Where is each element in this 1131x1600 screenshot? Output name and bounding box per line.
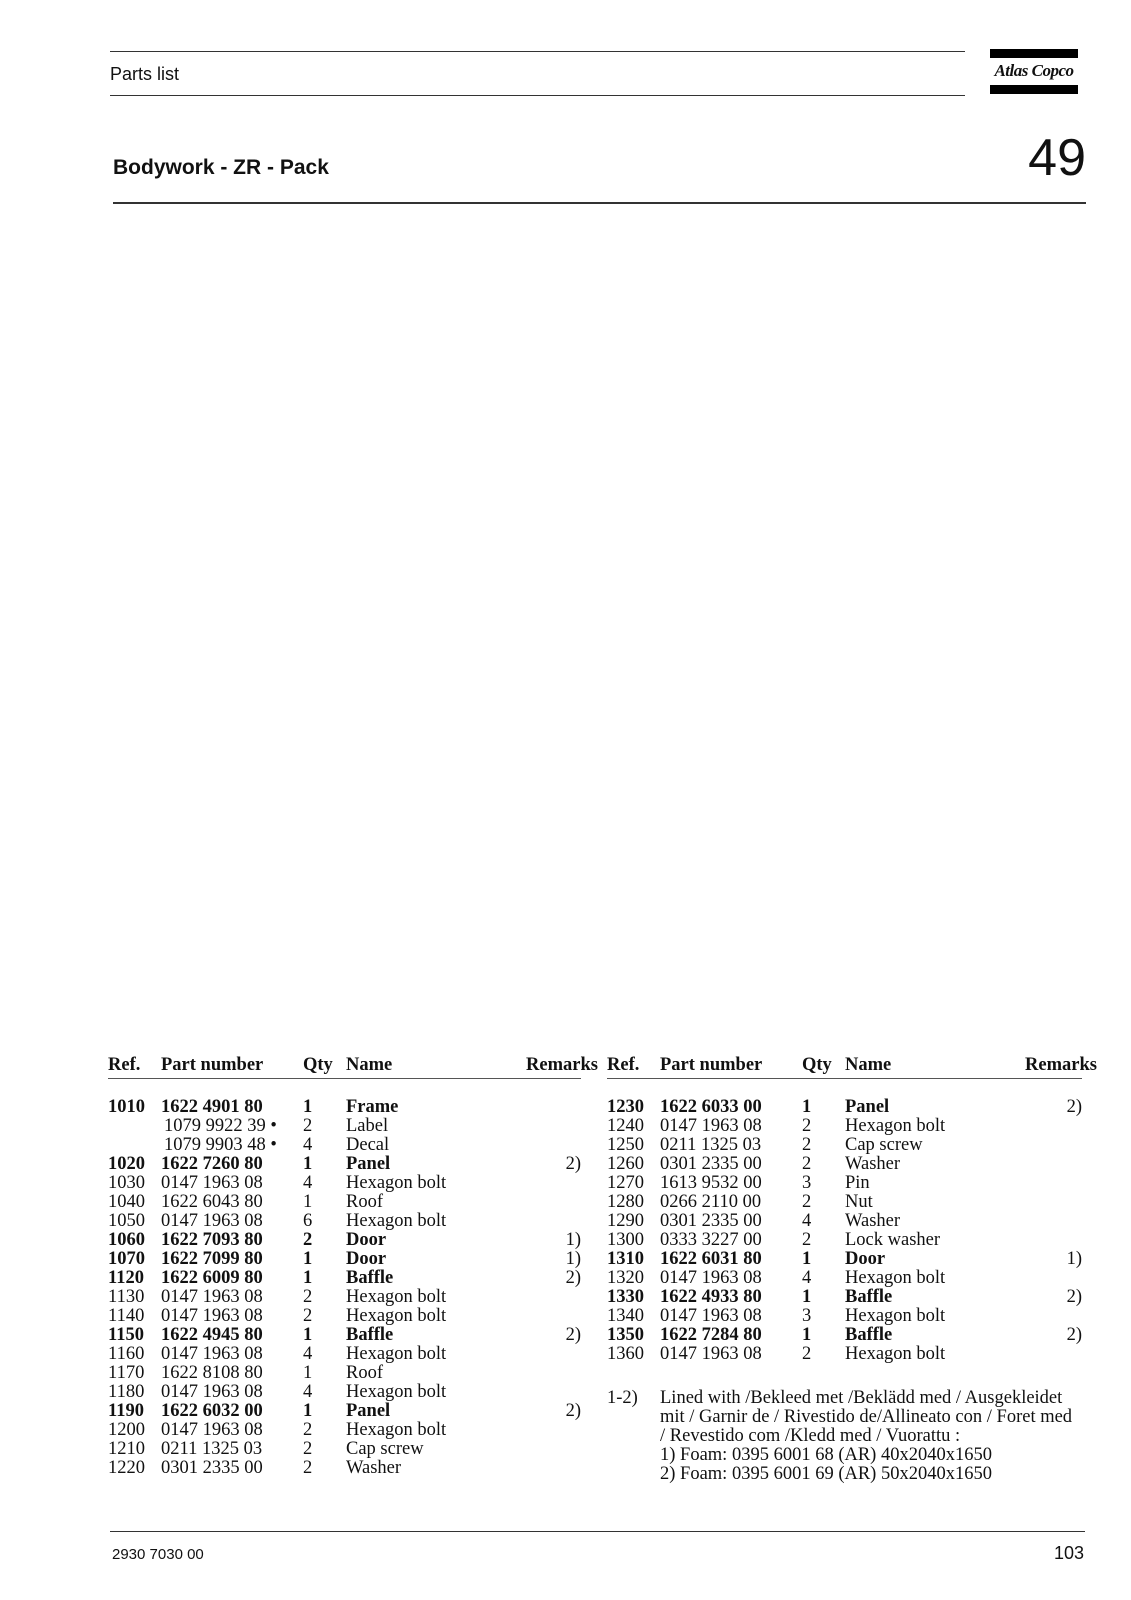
part-number-cell: 0333 3227 00 xyxy=(660,1230,762,1250)
name-cell: Panel xyxy=(346,1401,391,1421)
remarks-cell: 2) xyxy=(1066,1325,1082,1345)
name-cell: Cap screw xyxy=(346,1439,424,1459)
name-cell: Washer xyxy=(845,1154,901,1174)
ref-cell: 1010 xyxy=(108,1097,145,1117)
section-title: Bodywork - ZR - Pack xyxy=(113,156,329,179)
part-number-cell: 0301 2335 00 xyxy=(161,1458,263,1478)
ref-cell: 1230 xyxy=(607,1097,644,1117)
remarks-cell xyxy=(1025,1307,1082,1326)
name-cell: Hexagon bolt xyxy=(346,1382,447,1402)
ref-cell: 1170 xyxy=(108,1363,145,1383)
table-row xyxy=(607,1117,1082,1136)
ref-cell: 1130 xyxy=(108,1287,145,1307)
part-number-cell: 1079 9903 48 • xyxy=(164,1135,277,1155)
qty-cell: 2 xyxy=(802,1192,812,1212)
part-number-cell: 1613 9532 00 xyxy=(660,1173,762,1193)
parts-table-left xyxy=(108,1053,598,1478)
qty-cell: 2 xyxy=(303,1116,313,1136)
part-number-cell: 0147 1963 08 xyxy=(161,1173,263,1193)
remarks-cell xyxy=(526,1440,581,1459)
table-row xyxy=(108,1193,581,1212)
parts-table-left-body xyxy=(108,1079,581,1479)
qty-cell: 2 xyxy=(802,1344,812,1364)
header-top-rule xyxy=(110,51,965,52)
remarks-cell xyxy=(1025,1212,1082,1231)
name-cell: Door xyxy=(346,1249,387,1269)
part-number-cell: 1622 6009 80 xyxy=(161,1268,263,1288)
table-row xyxy=(607,1231,1082,1250)
remarks-cell xyxy=(526,1212,581,1231)
header-qty: Qty xyxy=(303,1053,346,1079)
table-row xyxy=(108,1402,581,1421)
remarks-cell xyxy=(526,1288,581,1307)
part-number-cell: 1622 4901 80 xyxy=(161,1097,263,1117)
table-row xyxy=(108,1307,581,1326)
ref-cell: 1060 xyxy=(108,1230,145,1250)
header-bottom-rule xyxy=(110,95,965,96)
name-cell: Washer xyxy=(845,1211,901,1231)
table-row xyxy=(108,1136,581,1155)
remarks-cell: 2) xyxy=(565,1268,581,1288)
remarks-cell xyxy=(1025,1193,1082,1212)
part-number-cell: 1622 7260 80 xyxy=(161,1154,263,1174)
part-number-cell: 0147 1963 08 xyxy=(161,1420,263,1440)
name-cell: Baffle xyxy=(845,1325,893,1345)
part-number-cell: 1622 7093 80 xyxy=(161,1230,263,1250)
name-cell: Panel xyxy=(845,1097,890,1117)
remarks-cell xyxy=(526,1383,581,1402)
qty-cell: 2 xyxy=(802,1230,812,1250)
name-cell: Baffle xyxy=(845,1287,893,1307)
qty-cell: 1 xyxy=(303,1192,313,1212)
part-number-cell: 0301 2335 00 xyxy=(660,1154,762,1174)
part-number-cell: 0147 1963 08 xyxy=(161,1306,263,1326)
header-part-number: Part number xyxy=(161,1053,303,1079)
ref-cell: 1150 xyxy=(108,1325,144,1345)
table-row xyxy=(607,1307,1082,1326)
ref-cell: 1020 xyxy=(108,1154,145,1174)
table-row xyxy=(108,1155,581,1174)
remarks-cell: 2) xyxy=(1066,1287,1082,1307)
header-ref: Ref. xyxy=(108,1053,161,1079)
table-header-row xyxy=(607,1053,1082,1079)
footer-rule xyxy=(110,1531,1085,1532)
header-name: Name xyxy=(845,1053,1025,1079)
ref-cell: 1160 xyxy=(108,1344,145,1364)
part-number-cell: 0147 1963 08 xyxy=(660,1344,762,1364)
qty-cell: 6 xyxy=(303,1211,313,1231)
qty-cell: 1 xyxy=(303,1401,313,1421)
ref-cell: 1290 xyxy=(607,1211,644,1231)
qty-cell: 1 xyxy=(303,1363,313,1383)
notes-line: / Revestido com /Kledd med / Vuorattu : xyxy=(660,1426,961,1446)
qty-cell: 3 xyxy=(802,1173,812,1193)
part-number-cell: 1622 6033 00 xyxy=(660,1097,762,1117)
ref-cell: 1070 xyxy=(108,1249,145,1269)
notes-ref: 1-2) xyxy=(607,1388,638,1408)
remarks-cell xyxy=(526,1193,581,1212)
qty-cell: 4 xyxy=(303,1382,313,1402)
ref-cell: 1300 xyxy=(607,1230,644,1250)
qty-cell: 3 xyxy=(802,1306,812,1326)
remarks-cell: 2) xyxy=(565,1325,581,1345)
ref-cell: 1360 xyxy=(607,1344,644,1364)
name-cell: Baffle xyxy=(346,1268,394,1288)
qty-cell: 1 xyxy=(303,1097,313,1117)
qty-cell: 4 xyxy=(802,1211,812,1231)
ref-cell: 1320 xyxy=(607,1268,644,1288)
table-row xyxy=(607,1288,1082,1307)
ref-cell: 1120 xyxy=(108,1268,144,1288)
notes-text xyxy=(660,1389,1090,1484)
name-cell: Washer xyxy=(346,1458,402,1478)
part-number-cell: 0147 1963 08 xyxy=(660,1116,762,1136)
header-part-number: Part number xyxy=(660,1053,802,1079)
table-row xyxy=(607,1326,1082,1345)
table-row xyxy=(108,1440,581,1459)
remarks-cell: 2) xyxy=(565,1154,581,1174)
table-row xyxy=(108,1345,581,1364)
qty-cell: 2 xyxy=(303,1230,313,1250)
qty-cell: 2 xyxy=(303,1458,313,1478)
remarks-cell xyxy=(526,1345,581,1364)
remarks-cell xyxy=(1025,1117,1082,1136)
ref-cell: 1280 xyxy=(607,1192,644,1212)
part-number-cell: 1622 6043 80 xyxy=(161,1192,263,1212)
notes-line: mit / Garnir de / Rivestido de/Allineato con / Foret med xyxy=(660,1407,1073,1427)
name-cell: Hexagon bolt xyxy=(346,1173,447,1193)
table-row xyxy=(607,1155,1082,1174)
remarks-cell: 1) xyxy=(1066,1249,1082,1269)
part-number-cell: 0147 1963 08 xyxy=(161,1287,263,1307)
ref-cell: 1220 xyxy=(108,1458,145,1478)
part-number-cell: 1622 4933 80 xyxy=(660,1287,762,1307)
qty-cell: 2 xyxy=(303,1287,313,1307)
table-row xyxy=(108,1459,581,1478)
name-cell: Pin xyxy=(845,1173,870,1193)
remarks-cell xyxy=(1025,1269,1082,1288)
remarks-cell xyxy=(1025,1345,1082,1364)
notes-line: 2) Foam: 0395 6001 69 (AR) 50x2040x1650 xyxy=(660,1464,992,1484)
table-row xyxy=(108,1117,581,1136)
part-number-cell: 1622 8108 80 xyxy=(161,1363,263,1383)
logo-bar-top xyxy=(990,49,1078,58)
part-number-cell: 1622 7099 80 xyxy=(161,1249,263,1269)
remarks-cell xyxy=(526,1136,581,1155)
parts-table-right xyxy=(607,1053,1097,1364)
name-cell: Hexagon bolt xyxy=(346,1344,447,1364)
name-cell: Baffle xyxy=(346,1325,394,1345)
page-number: 103 xyxy=(1053,1543,1084,1563)
parts-table-right-body xyxy=(607,1079,1082,1365)
table-row xyxy=(607,1174,1082,1193)
qty-cell: 4 xyxy=(802,1268,812,1288)
remarks-cell xyxy=(526,1174,581,1193)
ref-cell xyxy=(108,1136,161,1155)
table-header-row xyxy=(108,1053,581,1079)
table-row xyxy=(108,1250,581,1269)
ref-cell: 1190 xyxy=(108,1401,144,1421)
ref-cell: 1340 xyxy=(607,1306,644,1326)
part-number-cell: 1622 7284 80 xyxy=(660,1325,762,1345)
part-number-cell: 0147 1963 08 xyxy=(161,1211,263,1231)
section-number: 49 xyxy=(1028,129,1086,187)
table-row xyxy=(607,1098,1082,1117)
table-row xyxy=(108,1174,581,1193)
name-cell: Nut xyxy=(845,1192,873,1212)
logo-bar-bottom xyxy=(990,85,1078,94)
table-row xyxy=(108,1421,581,1440)
remarks-cell xyxy=(1025,1231,1082,1250)
name-cell: Decal xyxy=(346,1135,390,1155)
ref-cell: 1260 xyxy=(607,1154,644,1174)
remarks-cell xyxy=(526,1364,581,1383)
table-row xyxy=(108,1288,581,1307)
part-number-cell: 0147 1963 08 xyxy=(660,1306,762,1326)
table-spacer-row xyxy=(607,1079,1082,1099)
table-spacer-row xyxy=(108,1079,581,1099)
table-row xyxy=(108,1098,581,1117)
qty-cell: 4 xyxy=(303,1344,313,1364)
header-remarks: Remarks xyxy=(1025,1053,1082,1079)
table-row xyxy=(108,1326,581,1345)
title-rule xyxy=(113,202,1086,204)
name-cell: Panel xyxy=(346,1154,391,1174)
remarks-cell xyxy=(526,1098,581,1117)
name-cell: Hexagon bolt xyxy=(845,1116,946,1136)
notes-line: Lined with /Bekleed met /Beklädd med / Ausgekleidet xyxy=(660,1388,1063,1408)
header-name: Name xyxy=(346,1053,526,1079)
table-row xyxy=(108,1364,581,1383)
ref-cell: 1330 xyxy=(607,1287,644,1307)
ref-cell: 1200 xyxy=(108,1420,145,1440)
ref-cell: 1210 xyxy=(108,1439,145,1459)
ref-cell: 1140 xyxy=(108,1306,145,1326)
name-cell: Roof xyxy=(346,1363,383,1383)
name-cell: Door xyxy=(845,1249,886,1269)
remarks-cell: 2) xyxy=(565,1401,581,1421)
name-cell: Hexagon bolt xyxy=(845,1344,946,1364)
table-row xyxy=(108,1269,581,1288)
name-cell: Frame xyxy=(346,1097,399,1117)
qty-cell: 1 xyxy=(303,1268,313,1288)
name-cell: Label xyxy=(346,1116,389,1136)
qty-cell: 1 xyxy=(303,1154,313,1174)
part-number-cell: 1622 6032 00 xyxy=(161,1401,263,1421)
atlas-copco-logo xyxy=(990,49,1078,94)
table-row xyxy=(108,1383,581,1402)
remarks-cell xyxy=(526,1117,581,1136)
ref-cell: 1040 xyxy=(108,1192,145,1212)
remarks-cell xyxy=(1025,1174,1082,1193)
running-head: Parts list xyxy=(110,64,180,84)
ref-cell: 1050 xyxy=(108,1211,145,1231)
ref-cell: 1350 xyxy=(607,1325,644,1345)
qty-cell: 4 xyxy=(303,1173,313,1193)
qty-cell: 2 xyxy=(303,1306,313,1326)
part-number-cell: 0266 2110 00 xyxy=(660,1192,762,1212)
table-row xyxy=(607,1212,1082,1231)
remarks-cell xyxy=(1025,1136,1082,1155)
name-cell: Lock washer xyxy=(845,1230,941,1250)
figure-area xyxy=(108,215,1083,1045)
part-number-cell: 0301 2335 00 xyxy=(660,1211,762,1231)
header-remarks: Remarks xyxy=(526,1053,581,1079)
ref-cell: 1250 xyxy=(607,1135,644,1155)
part-number-cell: 1622 6031 80 xyxy=(660,1249,762,1269)
header-qty: Qty xyxy=(802,1053,845,1079)
name-cell: Hexagon bolt xyxy=(845,1268,946,1288)
header-ref: Ref. xyxy=(607,1053,660,1079)
document-number: 2930 7030 00 xyxy=(112,1546,204,1563)
qty-cell: 2 xyxy=(303,1439,313,1459)
name-cell: Hexagon bolt xyxy=(346,1211,447,1231)
remarks-cell xyxy=(526,1307,581,1326)
name-cell: Hexagon bolt xyxy=(346,1287,447,1307)
qty-cell: 1 xyxy=(802,1097,812,1117)
ref-cell xyxy=(108,1117,161,1136)
ref-cell: 1270 xyxy=(607,1173,644,1193)
qty-cell: 1 xyxy=(802,1325,812,1345)
qty-cell: 2 xyxy=(303,1420,313,1440)
qty-cell: 1 xyxy=(303,1249,313,1269)
logo-text: Atlas Copco xyxy=(994,61,1074,80)
part-number-cell: 0147 1963 08 xyxy=(660,1268,762,1288)
part-number-cell: 0147 1963 08 xyxy=(161,1382,263,1402)
table-row xyxy=(607,1136,1082,1155)
qty-cell: 2 xyxy=(802,1154,812,1174)
name-cell: Door xyxy=(346,1230,387,1250)
ref-cell: 1310 xyxy=(607,1249,644,1269)
table-row xyxy=(108,1212,581,1231)
name-cell: Roof xyxy=(346,1192,383,1212)
part-number-cell: 0211 1325 03 xyxy=(660,1135,762,1155)
table-row xyxy=(607,1345,1082,1364)
table-row xyxy=(108,1231,581,1250)
part-number-cell: 0147 1963 08 xyxy=(161,1344,263,1364)
remarks-cell: 2) xyxy=(1066,1097,1082,1117)
part-number-cell: 1622 4945 80 xyxy=(161,1325,263,1345)
name-cell: Hexagon bolt xyxy=(346,1306,447,1326)
qty-cell: 2 xyxy=(802,1116,812,1136)
qty-cell: 4 xyxy=(303,1135,313,1155)
remarks-cell xyxy=(526,1459,581,1478)
ref-cell: 1180 xyxy=(108,1382,145,1402)
remarks-cell xyxy=(1025,1155,1082,1174)
name-cell: Hexagon bolt xyxy=(346,1420,447,1440)
name-cell: Cap screw xyxy=(845,1135,923,1155)
table-row xyxy=(607,1193,1082,1212)
remarks-cell: 1) xyxy=(565,1230,581,1250)
remarks-cell xyxy=(526,1421,581,1440)
part-number-cell: 1079 9922 39 • xyxy=(164,1116,277,1136)
qty-cell: 1 xyxy=(303,1325,313,1345)
table-row xyxy=(607,1250,1082,1269)
remarks-cell: 1) xyxy=(565,1249,581,1269)
ref-cell: 1030 xyxy=(108,1173,145,1193)
ref-cell: 1240 xyxy=(607,1116,644,1136)
qty-cell: 1 xyxy=(802,1249,812,1269)
table-row xyxy=(607,1269,1082,1288)
part-number-cell: 0211 1325 03 xyxy=(161,1439,263,1459)
qty-cell: 2 xyxy=(802,1135,812,1155)
qty-cell: 1 xyxy=(802,1287,812,1307)
name-cell: Hexagon bolt xyxy=(845,1306,946,1326)
notes-line: 1) Foam: 0395 6001 68 (AR) 40x2040x1650 xyxy=(660,1445,992,1465)
